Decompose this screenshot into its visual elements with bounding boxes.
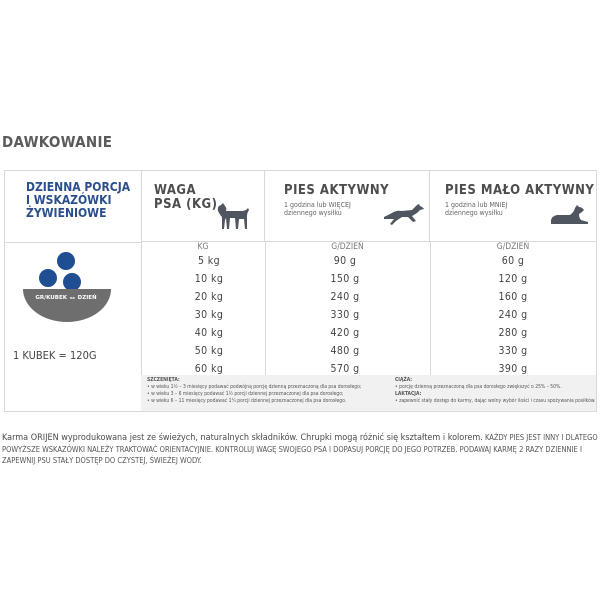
puppy-note-line: • w wieku 3 – 6 miesięcy podawać 1½ porcji dziennej przeznaczonej dla psa dorosłego; — [147, 391, 344, 397]
page-heading: DAWKOWANIE — [2, 133, 113, 151]
active-dog-unit-label: G/DZIEŃ — [331, 242, 364, 252]
svg-text:GR/KUBEK na DZ — [35, 293, 97, 301]
active-dog-portion-cell: 330 g — [330, 309, 360, 321]
weight-cell: 40 kg — [194, 327, 224, 339]
bowl-label: GR/KUBEK — [35, 295, 67, 301]
footer-text — [2, 432, 598, 466]
standing-dog-icon — [213, 199, 253, 231]
weight-cell: 10 kg — [194, 273, 224, 285]
active-dog-portion-cell: 240 g — [330, 291, 360, 303]
column-divider — [265, 242, 266, 375]
puppy-notes — [147, 377, 361, 405]
feeding-info-title — [26, 181, 138, 220]
pregnancy-notes-title: CIĄŻA: — [395, 377, 413, 383]
weight-cell: 50 kg — [194, 345, 224, 357]
weight-cell: 30 kg — [194, 309, 224, 321]
low-activity-portion-cell: 330 g — [498, 345, 528, 357]
low-activity-dog-column-subtitle — [445, 201, 507, 217]
feeding-info-header — [5, 171, 141, 243]
puppy-note-line: • w wieku 1½ – 3 miesięcy podawać podwójną porcję dzienną przeznaczoną dla psa dorosłego; — [147, 384, 362, 390]
low-activity-subtitle-line: dziennego wysiłku — [445, 209, 503, 217]
column-divider — [430, 242, 431, 375]
weight-column-title-line: PSA (KG) — [154, 197, 218, 212]
lactation-note-line: • zapewnić stały dostęp do karmy, dając wolny wybór ilości i czasu spożywania posiłków. — [395, 398, 596, 404]
low-activity-dog-column-title: PIES MAŁO AKTYWNY — [445, 183, 595, 198]
pregnancy-note-line: • porcję dzienną przeznaczoną dla psa dorosłego zwiększyć o 25% – 50%. — [395, 384, 562, 390]
footer-main-text: Karma ORIJEN wyprodukowana jest ze świeżych, naturalnych składników. Chrupki mogą różnić się kształtem i kolorem. — [2, 433, 483, 443]
low-activity-unit-label: G/DZIEŃ — [496, 242, 530, 252]
puppy-notes-title: SZCZENIĘTA: — [147, 377, 180, 383]
low-activity-portion-cell: 60 g — [501, 255, 525, 267]
feeding-info-title-line: DZIENNA PORCJA — [26, 180, 131, 194]
low-activity-subtitle-line: 1 godzina lub MNIEJ — [445, 201, 508, 209]
bowl-label-end: DZIEŃ — [77, 295, 97, 301]
active-dog-subtitle-line: 1 godzina lub WIĘCEJ — [284, 201, 351, 209]
pregnancy-lactation-notes — [395, 377, 595, 405]
feeding-info-title-line: ŻYWIENIOWE — [26, 206, 107, 220]
active-dog-portion-cell: 420 g — [330, 327, 360, 339]
puppy-note-line: • w wieku 6 – 11 miesięcy podawać 1¼ porcji dziennej przeznaczonej dla psa dorosłego. — [147, 398, 347, 404]
feeding-info-title-line: I WSKAZÓWKI — [26, 193, 112, 207]
weight-cell: 60 kg — [194, 363, 224, 375]
low-activity-dog-column-header — [430, 171, 596, 242]
low-activity-portion-cell: 160 g — [498, 291, 528, 303]
bowl-label-small: na — [69, 296, 75, 300]
weight-unit-label: KG — [197, 242, 209, 252]
low-activity-portion-cell: 240 g — [498, 309, 528, 321]
low-activity-portion-cell: 120 g — [498, 273, 528, 285]
active-dog-column-subtitle — [284, 201, 351, 217]
weight-column-title — [154, 184, 217, 212]
feeding-table — [4, 170, 597, 412]
low-activity-portion-cell: 280 g — [498, 327, 528, 339]
running-dog-icon — [382, 201, 426, 227]
active-dog-portion-cell: 480 g — [330, 345, 360, 357]
active-dog-portion-cell: 90 g — [333, 255, 357, 267]
cup-measure-label: 1 KUBEK = 120G — [13, 349, 97, 362]
lactation-notes-title: LAKTACJA: — [395, 391, 422, 397]
bowl-icon — [21, 251, 113, 323]
weight-column-title-line: WAGA — [154, 183, 197, 198]
low-activity-portion-cell: 390 g — [498, 363, 528, 375]
active-dog-subtitle-line: dziennego wysiłku — [284, 209, 342, 217]
active-dog-column-header — [265, 171, 430, 242]
feeding-info-column — [5, 171, 142, 411]
footer-rest-text: KAŻDY PIES JEST INNY I DLATEGO POWYŻSZE WSKAZÓWKI NALEŻY TRAKTOWAĆ ORIENTACYJNIE. KONTROLUJ WAGĘ SWOJEGO PSA I DOPASUJ PORCJĘ DO JEGO POTRZEB. PODAWAJ KARMĘ 2 RAZY DZIENNIE I ZAPEWNIJ PSU STAŁY DOSTĘP DO CZYSTEJ, ŚWIEŻEJ WODY. — [2, 433, 598, 465]
active-dog-portion-cell: 150 g — [330, 273, 360, 285]
lying-dog-icon — [548, 202, 590, 226]
weight-cell: 5 kg — [197, 255, 221, 267]
weight-cell: 20 kg — [194, 291, 224, 303]
weight-column-header — [141, 171, 265, 242]
active-dog-portion-cell: 570 g — [330, 363, 360, 375]
feeding-notes — [141, 375, 596, 411]
active-dog-column-title: PIES AKTYWNY — [284, 183, 390, 198]
